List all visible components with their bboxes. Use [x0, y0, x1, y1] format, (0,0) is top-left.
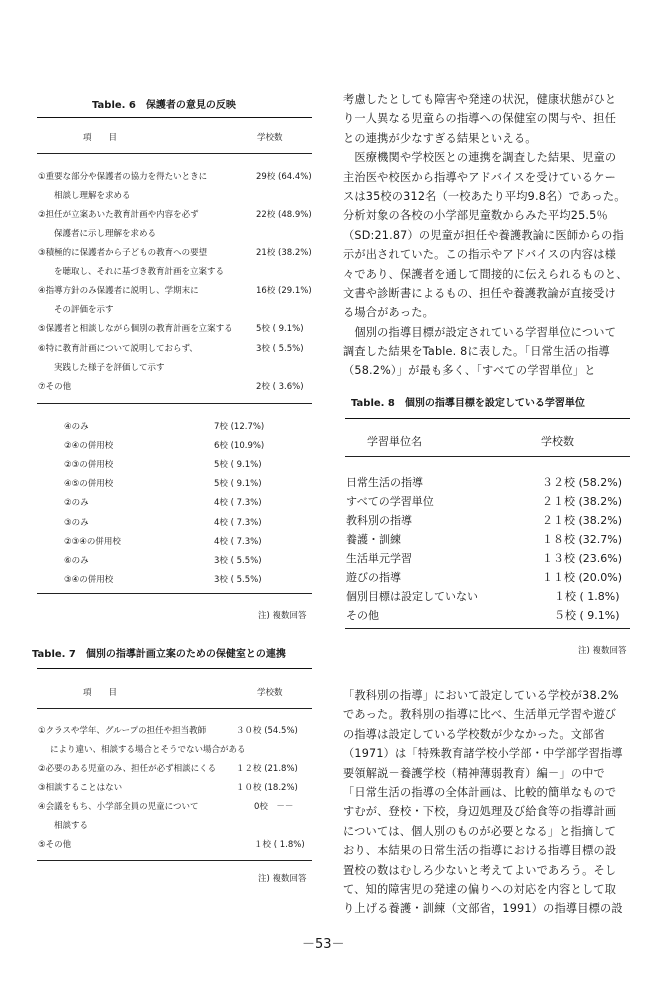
- text-line: り上げる養護・訓練（文部省，1991）の指導目標の設: [343, 902, 623, 916]
- text-line: て、知的障害児の発達の偏りへの対応を内容として取: [343, 882, 617, 896]
- table8-row-label: 個別目標は設定していない: [346, 590, 478, 603]
- text-line: おり、本結果の日常生活の指導における指導目標の設: [343, 844, 617, 858]
- table7-bottom-rule: [37, 860, 312, 861]
- table6-row7-count: 2校 ( 3.6%): [256, 382, 304, 392]
- table7-row2-line1: ②必要のある児童のみ、担任が必ず相談にくる: [38, 764, 217, 774]
- table8-row-label: 遊びの指導: [346, 571, 401, 584]
- table6-row6-line1: ⑥特に教育計画について説明しておらず、: [38, 344, 198, 354]
- combo-label: ③のみ: [64, 518, 89, 528]
- table6-note: 注) 複数回答: [258, 611, 307, 621]
- table8-top-rule: [345, 418, 630, 419]
- text-line: 主治医や校医から指導やアドバイスを受けているケー: [343, 170, 616, 184]
- table8-row-label: 日常生活の指導: [346, 476, 423, 489]
- combo-count: 4校 ( 7.3%): [214, 537, 262, 547]
- table7-row5-line1: ⑤その他: [38, 840, 72, 850]
- table8-row-label: 養護・訓練: [346, 533, 401, 546]
- table8-row-count: １８校 (32.7%): [542, 533, 623, 546]
- text-line: 要領解説－養護学校（精神薄弱教育）編－」の中で: [343, 766, 605, 780]
- combo-label: ②③④の併用校: [64, 537, 121, 547]
- table8-bottom-rule: [345, 628, 630, 629]
- table8-note: 注) 複数回答: [578, 646, 627, 656]
- combo-count: 3校 ( 5.5%): [214, 575, 262, 585]
- table8-head-item: 学習単位名: [367, 435, 422, 448]
- body-text-top: [343, 90, 628, 381]
- text-line: 考慮したとしても障害や発達の状況，健康状態がひと: [343, 93, 617, 106]
- table6-row3-line1: ③積極的に保護者から子どもの教育への要望: [38, 248, 208, 258]
- text-line: 文書や診断書によるもの、担任や養護教論が直接受け: [343, 286, 616, 300]
- text-line: 調査した結果をTable. 8に表した。「日常生活の指導: [343, 345, 610, 359]
- table6-bottom-rule: [37, 593, 312, 594]
- table6-caption: Table. 6 保護者の意見の反映: [92, 100, 236, 111]
- table8-row-label: すべての学習単位: [346, 495, 434, 508]
- text-line: すむが、登校・下校，身辺処理及び給食等の指導計画: [343, 805, 617, 819]
- combo-count: 6校 (10.9%): [214, 441, 265, 451]
- table7-head-rule: [37, 708, 312, 709]
- text-line: 分析対象の各校の小学部児童数からみた平均25.5％: [343, 209, 608, 223]
- table6-head-count: 学校数: [257, 133, 283, 143]
- text-line: 々であり、保護者を通して間接的に伝えられるものと、: [343, 267, 628, 281]
- table6-head-item: 項 目: [83, 133, 118, 143]
- table7-row1-count: ３０校 (54.5%): [236, 726, 298, 736]
- text-line: （SD:21.87）の児童が担任や養護教論に医師からの指: [343, 228, 624, 242]
- table7-head-count: 学校数: [257, 688, 283, 698]
- table7-row1-line1: ①クラスや学年、グループの担任や担当教師: [38, 726, 207, 736]
- text-line: る場合があった。: [343, 306, 434, 320]
- table6-row2-line2: 保護者に示し理解を求める: [54, 229, 157, 239]
- combo-label: ⑥のみ: [64, 556, 89, 566]
- table8-caption: Table. 8 個別の指導目標を設定している学習単位: [351, 398, 585, 409]
- table6-row3-line2: を聴取し、それに基づき教育計画を立案する: [54, 267, 225, 277]
- combo-count: 3校 ( 5.5%): [214, 556, 262, 566]
- text-line: 個別の指導目標が設定されている学習単位について: [343, 325, 617, 339]
- table8-row-count: ５校 ( 9.1%): [554, 609, 620, 622]
- text-line: との連携が少なすぎる結果といえる。: [343, 131, 537, 145]
- table8-row-count: １３校 (23.6%): [542, 552, 623, 565]
- table7-row4-count: 0校 －－: [254, 802, 294, 812]
- table6-row4-count: 16校 (29.1%): [256, 286, 312, 296]
- table6-row7-line1: ⑦その他: [38, 382, 72, 392]
- table8-row-count: ２１校 (38.2%): [542, 514, 623, 527]
- table6-row1-count: 29校 (64.4%): [256, 172, 312, 182]
- table6-row1-line1: ①重要な部分や保護者の協力を得たいときに: [38, 172, 208, 182]
- text-line: 「日常生活の指導の全体計画は、比較的簡単なもので: [343, 785, 617, 799]
- body-text-bottom: [343, 686, 623, 919]
- table7-row3-count: １０校 (18.2%): [236, 783, 298, 793]
- table7-row3-line1: ③相談することはない: [38, 783, 123, 793]
- table6-row5-line1: ⑤保護者と相談しながら個別の教育計画を立案する: [38, 324, 233, 334]
- table7-caption: Table. 7 個別の指導計画立案のための保健室との連携: [32, 649, 286, 660]
- table6-row6-line2: 実践した様子を評価して示す: [54, 363, 165, 373]
- table8-row-count: ３２校 (58.2%): [542, 476, 623, 489]
- table7-row4-line2: 相談する: [54, 821, 89, 831]
- page-number: －53－: [302, 937, 345, 952]
- combo-count: 5校 ( 9.1%): [214, 460, 262, 470]
- table6-row6-count: 3校 ( 5.5%): [256, 344, 304, 354]
- table7-row1-line2: により違い、相談する場合とそうでない場合がある: [50, 745, 246, 755]
- table7-row2-count: １２校 (21.8%): [236, 764, 298, 774]
- text-line: 「教科別の指導」において設定している学校が38.2%: [343, 689, 619, 702]
- table6-mid-rule: [37, 403, 312, 404]
- table7-row5-count: １校 ( 1.8%): [254, 840, 305, 850]
- table8-row-count: １校 ( 1.8%): [554, 590, 620, 603]
- text-line: の指導は設定している学校数が少なかった。文部省: [343, 727, 605, 741]
- combo-label: ④のみ: [64, 422, 89, 432]
- table6-top-rule: [37, 117, 312, 118]
- combo-label: ②④の併用校: [64, 441, 114, 451]
- table6-row4-line1: ④指導方針のみ保護者に説明し、学期末に: [38, 286, 199, 296]
- combo-label: ②③の併用校: [64, 460, 114, 470]
- table6-row2-count: 22校 (48.9%): [256, 210, 312, 220]
- text-line: （1971）は「特殊教育諸学校小学部・中学部学習指導: [343, 747, 623, 761]
- table8-row-count: ２１校 (38.2%): [542, 495, 623, 508]
- table8-row-label: 教科別の指導: [346, 514, 412, 527]
- combo-count: 4校 ( 7.3%): [214, 518, 262, 528]
- table7-top-rule: [37, 668, 312, 669]
- table6-row5-count: 5校 ( 9.1%): [256, 324, 304, 334]
- table6-row2-line1: ②担任が立案あいた教育計画や内容を必ず: [38, 210, 199, 220]
- text-line: スは35校の312名（一校あたり平均9.8名）であった。: [343, 189, 626, 203]
- text-line: については、個人別のものが必要となる」と指摘して: [343, 824, 617, 838]
- text-line: 医療機関や学校医との連携を調査した結果、児童の: [343, 151, 617, 165]
- table8-row-label: その他: [346, 609, 379, 622]
- combo-label: ④⑤の併用校: [64, 479, 114, 489]
- table8-head-rule: [345, 456, 630, 457]
- text-line: り一人異なる児童らの指導への保健室の関与や、担任: [343, 112, 617, 126]
- combo-label: ③④の併用校: [64, 575, 114, 585]
- table6-row3-count: 21校 (38.2%): [256, 248, 312, 258]
- table7-head-item: 項 目: [83, 688, 118, 698]
- table8-head-count: 学校数: [541, 435, 574, 448]
- text-line: 置校の数はむしろ少ないと考えてよいであろう。そし: [343, 863, 617, 877]
- combo-count: 7校 (12.7%): [214, 422, 265, 432]
- text-line: であった。教科別の指導に比べ、生活単元学習や遊び: [343, 708, 617, 722]
- table8-row-count: １１校 (20.0%): [542, 571, 623, 584]
- combo-count: 5校 ( 9.1%): [214, 479, 262, 489]
- text-line: （58.2%）」が最も多く、「すべての学習単位」と: [343, 364, 596, 378]
- table8-row-label: 生活単元学習: [346, 552, 412, 565]
- table6-row1-line2: 相談し理解を求める: [54, 191, 131, 201]
- table6-row4-line2: その評価を示す: [54, 305, 114, 315]
- table6-head-rule: [37, 153, 312, 154]
- combo-label: ②のみ: [64, 498, 89, 508]
- table7-note: 注) 複数回答: [258, 874, 307, 884]
- table7-row4-line1: ④会議をもち、小学部全員の児童について: [38, 802, 199, 812]
- text-line: 示が出されていた。この指示やアドバイスの内容は様: [343, 248, 616, 262]
- combo-count: 4校 ( 7.3%): [214, 498, 262, 508]
